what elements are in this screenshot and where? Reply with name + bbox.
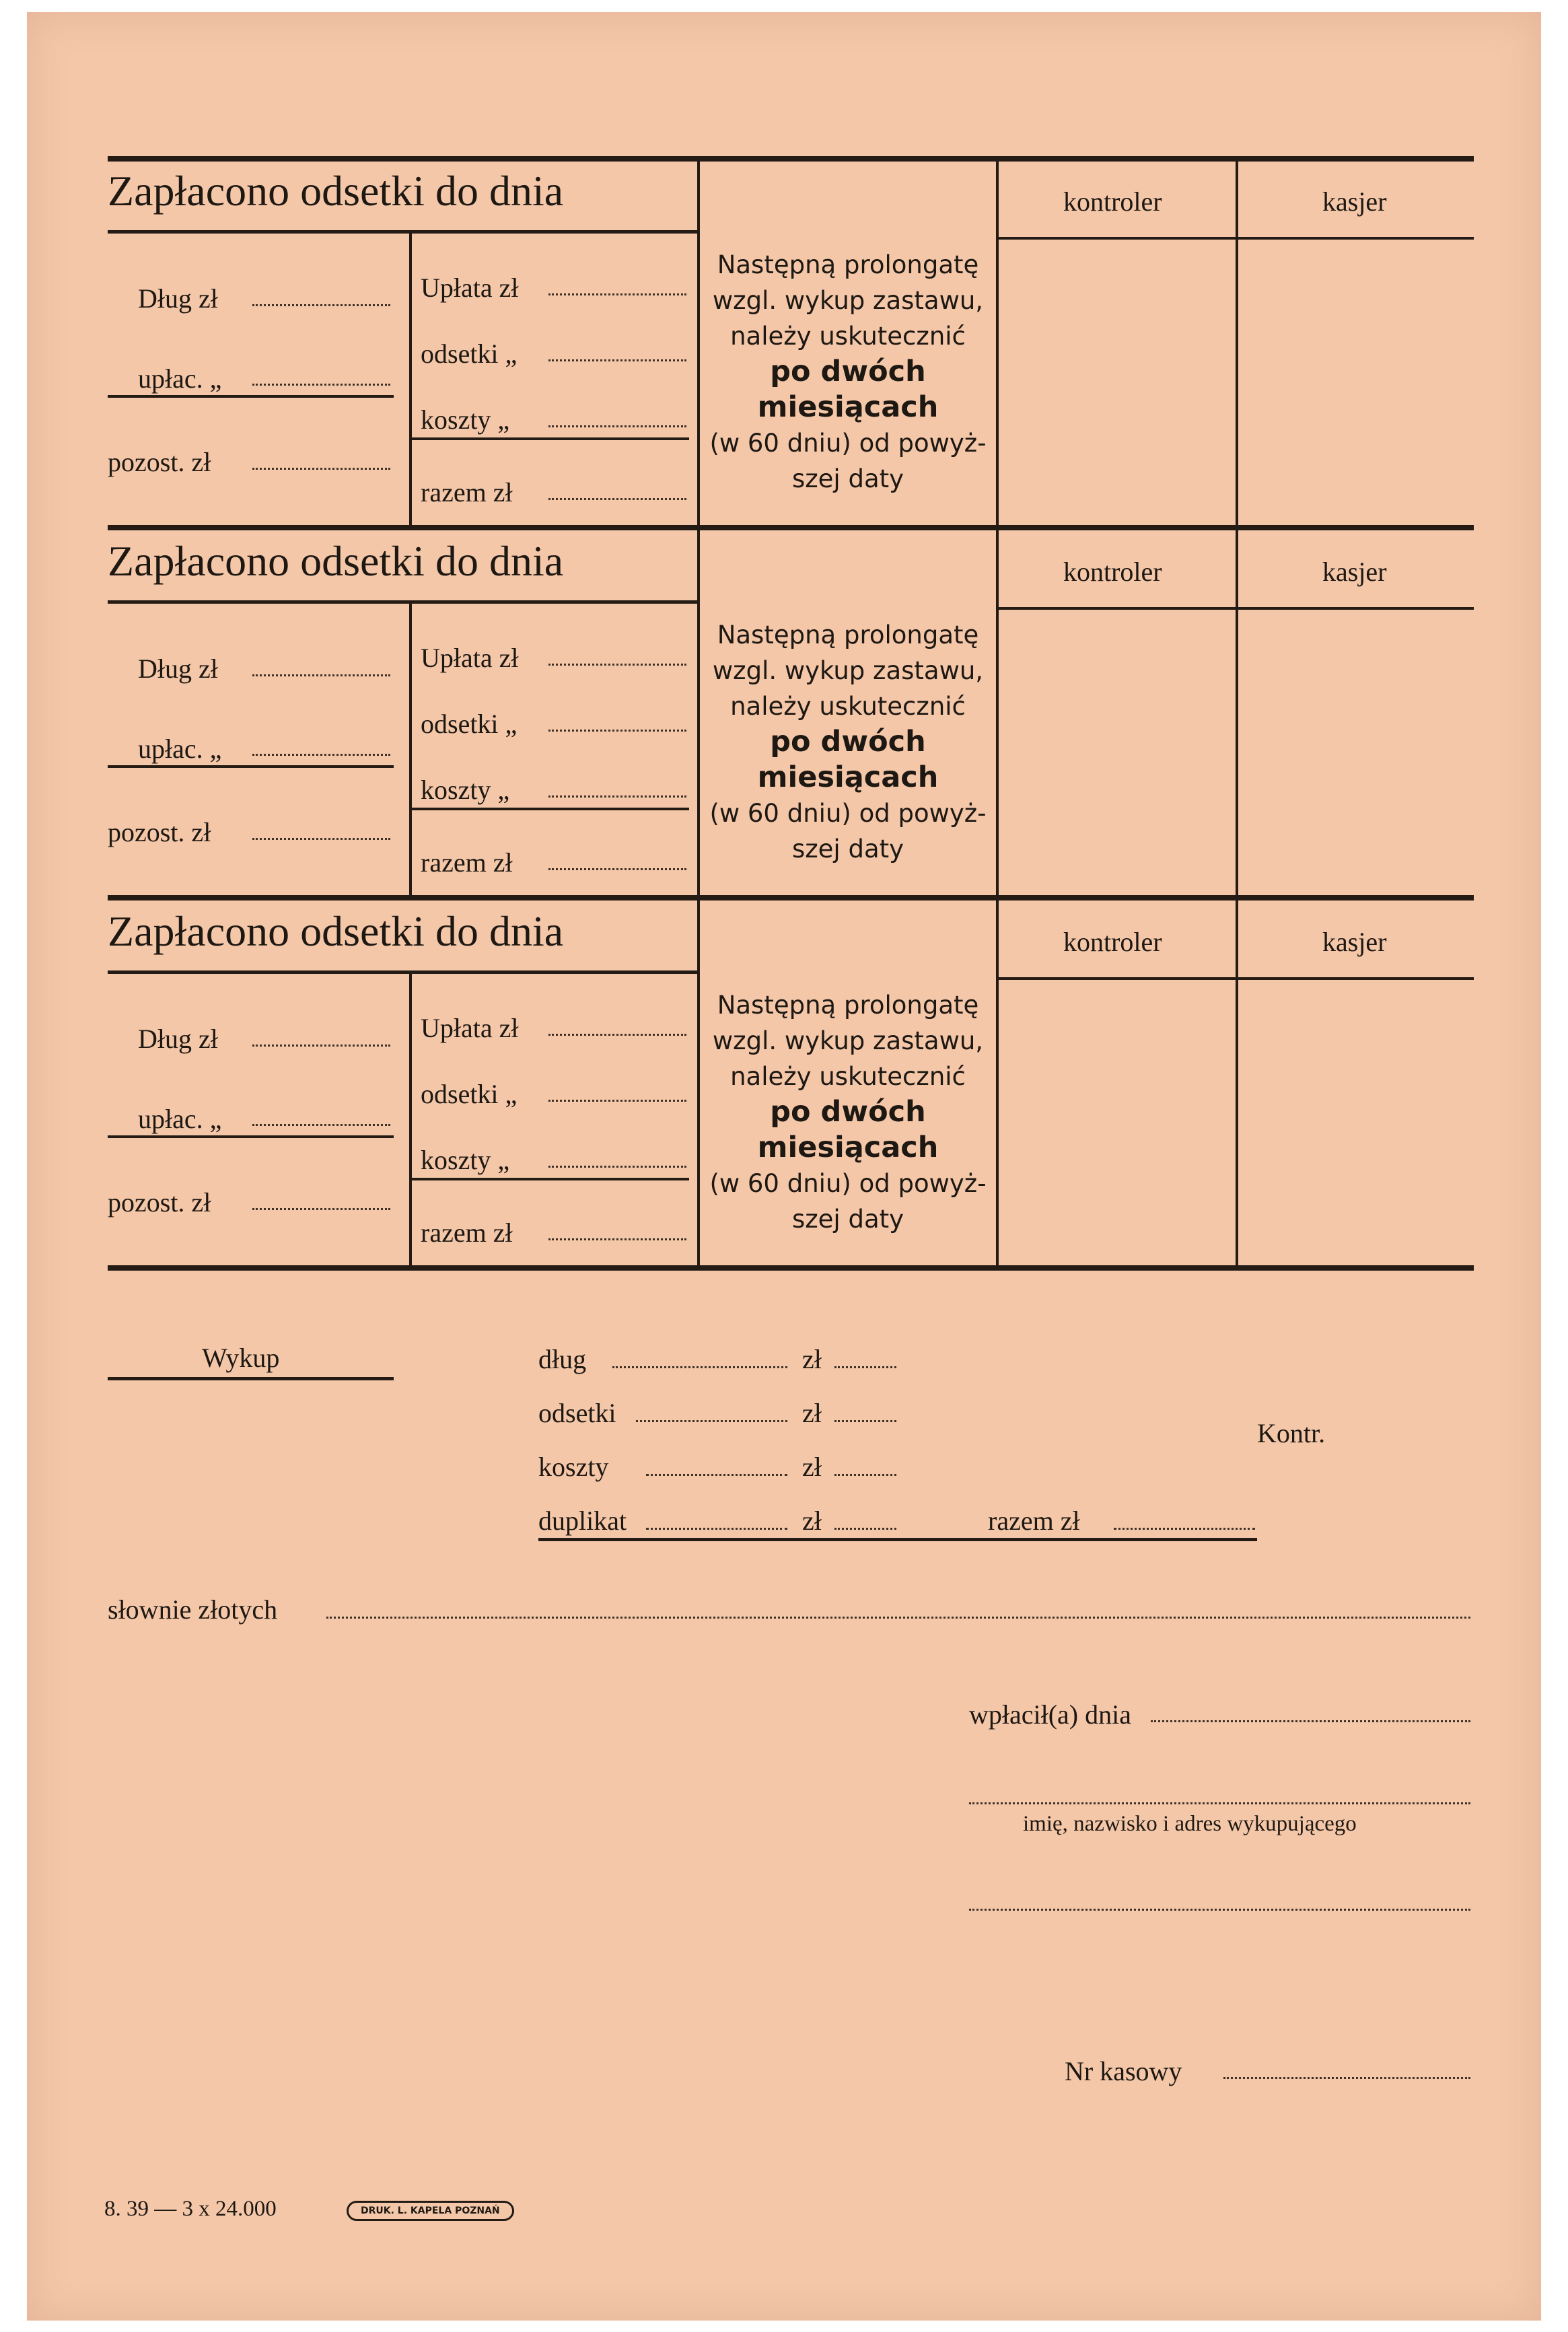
uplac-label: upłac. „ [138,363,222,394]
uplata-label: Upłata zł [421,643,519,673]
wykup-odsetki-label: odsetki [538,1398,616,1428]
name-address-field-2[interactable] [969,1909,1470,1911]
section-title: Zapłacono odsetki do dnia [108,167,564,215]
uplata-label: Upłata zł [421,273,519,303]
pozost-label: pozost. zł [108,1187,211,1217]
koszty-label: koszty „ [421,1145,510,1175]
wykup-dlug-zl: zł [802,1344,822,1374]
wykup-dlug-zl-field[interactable] [834,1366,896,1368]
uplata-field[interactable] [548,293,686,295]
odsetki-label: odsetki „ [421,339,518,369]
wykup-razem-label: razem zł [988,1506,1080,1536]
wykup-duplikat-field[interactable] [646,1528,787,1530]
slownie-field[interactable] [326,1617,1470,1619]
odsetki-field[interactable] [548,730,686,732]
kasjer-label: kasjer [1322,557,1387,587]
uplata-label: Upłata zł [421,1013,519,1043]
dlug-label: Dług zł [138,653,218,684]
wykup-razem-field[interactable] [1114,1528,1255,1530]
kasjer-label: kasjer [1322,186,1387,217]
razem-field[interactable] [548,498,686,500]
name-address-field[interactable] [969,1802,1470,1804]
wykup-dlug-field[interactable] [612,1366,787,1368]
wykup-koszty-label: koszty [538,1452,609,1482]
dlug-label: Dług zł [138,283,218,314]
odsetki-field[interactable] [548,359,686,361]
wykup-koszty-zl-field[interactable] [834,1474,896,1476]
uplac-label: upłac. „ [138,734,222,764]
wplacil-label: wpłacił(a) dnia [969,1699,1131,1730]
wykup-duplikat-zl-field[interactable] [834,1528,896,1530]
pozost-label: pozost. zł [108,817,211,847]
prolongation-note: Następną prolongatę wzgl. wykup zastawu, należy uskutecznić po dwóch miesiącach (w 60 dniu) od powyż- szej daty [709,250,987,493]
uplata-field[interactable] [548,664,686,666]
kontroler-label: kontroler [1063,557,1162,587]
name-address-caption: imię, nazwisko i adres wykupującego [1023,1812,1357,1836]
pozost-field[interactable] [252,838,390,840]
kontroler-label: kontroler [1063,186,1162,217]
dlug-label: Dług zł [138,1024,218,1054]
uplac-field[interactable] [252,754,390,756]
wykup-dlug-label: dług [538,1344,587,1374]
koszty-label: koszty „ [421,404,510,435]
nr-kasowy-field[interactable] [1223,2077,1470,2079]
wplacil-field[interactable] [1151,1720,1470,1722]
pozost-field[interactable] [252,1208,390,1210]
uplata-field[interactable] [548,1034,686,1036]
section-title: Zapłacono odsetki do dnia [108,537,564,585]
prolongation-note: Następną prolongatę wzgl. wykup zastawu, należy uskutecznić po dwóch miesiącach (w 60 dniu) od powyż- szej daty [709,991,987,1234]
dlug-field[interactable] [252,674,390,676]
wykup-odsetki-zl: zł [802,1398,822,1428]
razem-label: razem zł [421,847,513,878]
dlug-field[interactable] [252,304,390,306]
odsetki-label: odsetki „ [421,1079,518,1109]
prolongation-note: Następną prolongatę wzgl. wykup zastawu, należy uskutecznić po dwóch miesiącach (w 60 dniu) od powyż- szej daty [709,621,987,863]
dlug-field[interactable] [252,1045,390,1047]
koszty-label: koszty „ [421,775,510,805]
print-code: 8. 39 — 3 x 24.000 [104,2197,277,2221]
kontr-label: Kontr. [1257,1418,1326,1448]
wykup-odsetki-zl-field[interactable] [834,1420,896,1422]
nr-kasowy-label: Nr kasowy [1065,2056,1182,2086]
pozost-field[interactable] [252,468,390,470]
koszty-field[interactable] [548,796,686,798]
kontroler-label: kontroler [1063,927,1162,957]
printer-stamp: DRUK. L. KAPELA POZNAŃ [347,2201,514,2221]
pozost-label: pozost. zł [108,447,211,477]
wykup-duplikat-zl: zł [802,1506,822,1536]
wykup-duplikat-label: duplikat [538,1506,627,1536]
section-title: Zapłacono odsetki do dnia [108,907,564,955]
kasjer-label: kasjer [1322,927,1387,957]
razem-field[interactable] [548,1238,686,1240]
odsetki-field[interactable] [548,1100,686,1102]
uplac-label: upłac. „ [138,1104,222,1134]
koszty-field[interactable] [548,1166,686,1168]
wykup-koszty-zl: zł [802,1452,822,1482]
uplac-field[interactable] [252,384,390,386]
wykup-odsetki-field[interactable] [636,1420,787,1422]
razem-label: razem zł [421,477,513,507]
uplac-field[interactable] [252,1124,390,1126]
koszty-field[interactable] [548,425,686,427]
razem-label: razem zł [421,1217,513,1248]
wykup-koszty-field[interactable] [646,1474,787,1476]
slownie-label: słownie złotych [108,1594,278,1625]
razem-field[interactable] [548,868,686,870]
wykup-heading: Wykup [202,1343,280,1373]
odsetki-label: odsetki „ [421,709,518,739]
